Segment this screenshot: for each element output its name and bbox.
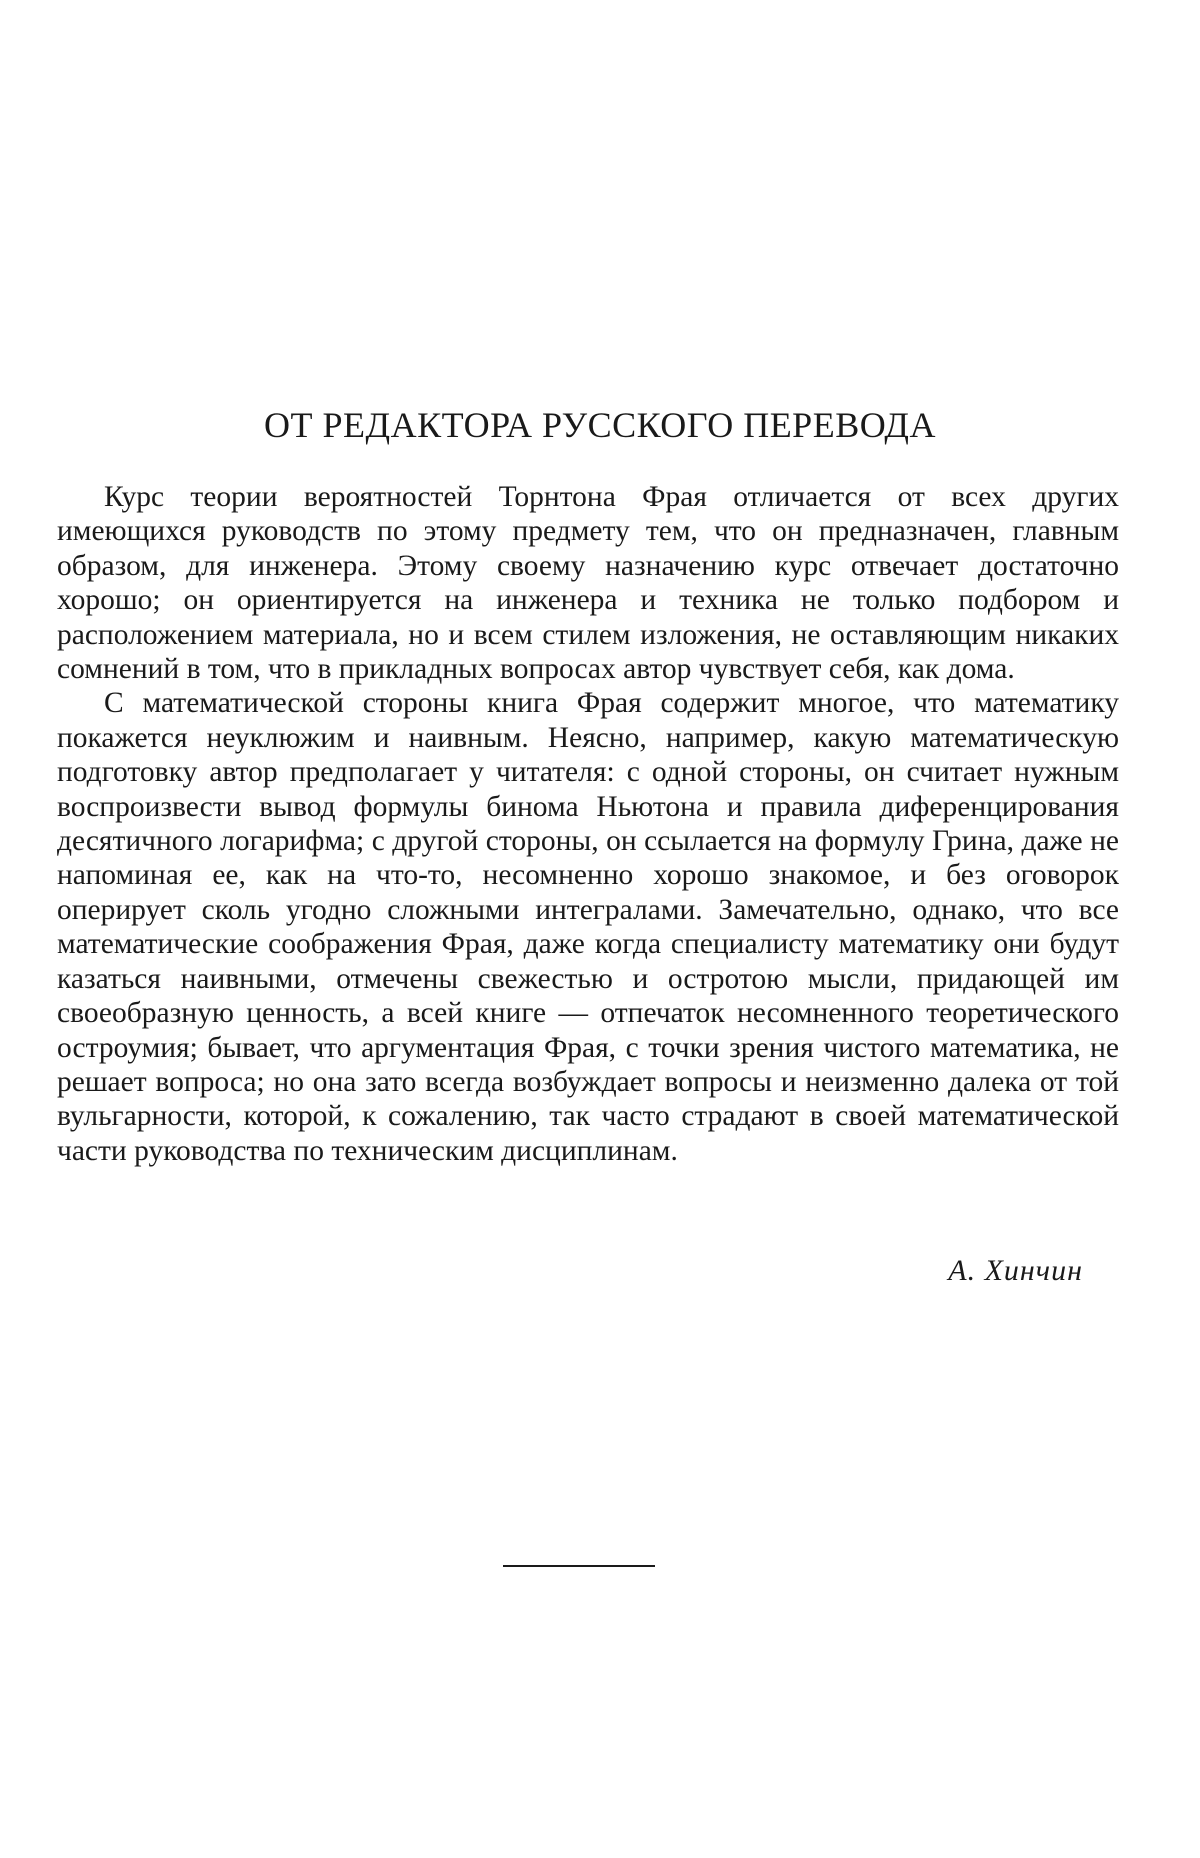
paragraph-1: Курс теории вероятностей Торнтона Фрая отличается от всех других имеющихся руководств по этому предмету тем, что он предназначен, главным образом, для инженера. Этому своему назначению курс отвечает достаточно хорошо; он ориентируется на инженера и техника не только подбором и расположением материала, но и всем стилем изложения, не оставляющим никаких сомнений в том, что в прикладных вопросах автор чувствует себя, как дома. bbox=[57, 481, 1119, 686]
editor-signature: А. Хинчин bbox=[948, 1254, 1083, 1287]
preface-body bbox=[57, 480, 1119, 1168]
closing-rule bbox=[503, 1565, 655, 1567]
page-title: ОТ РЕДАКТОРА РУССКОГО ПЕРЕВОДА bbox=[264, 405, 936, 445]
paragraph-2: С математической стороны книга Фрая содержит многое, что математику покажется неуклюжим и наивным. Неясно, например, какую математическую подготовку автор предполагает у читателя: с одной стороны, он считает нужным воспроизвести вывод формулы бинома Ньютона и правила диференцирования десятичного логарифма; с другой стороны, он ссылается на формулу Грина, даже не напоминая ее, как на что-то, несомненно хорошо знакомое, и без оговорок оперирует сколь угодно сложными интегралами. Замечательно, однако, что все математические соображения Фрая, даже когда специалисту математику они будут казаться наивными, отмечены свежестью и остротою мысли, придающей им своеобразную ценность, а всей книге — отпечаток несомненного теоретического остроумия; бывает, что аргументация Фрая, с точки зрения чистого математика, не решает вопроса; но она зато всегда возбуждает вопросы и неизменно далека от той вульгарности, которой, к сожалению, так часто страдают в своей математической части руководства по техническим дисциплинам. bbox=[57, 687, 1119, 1167]
